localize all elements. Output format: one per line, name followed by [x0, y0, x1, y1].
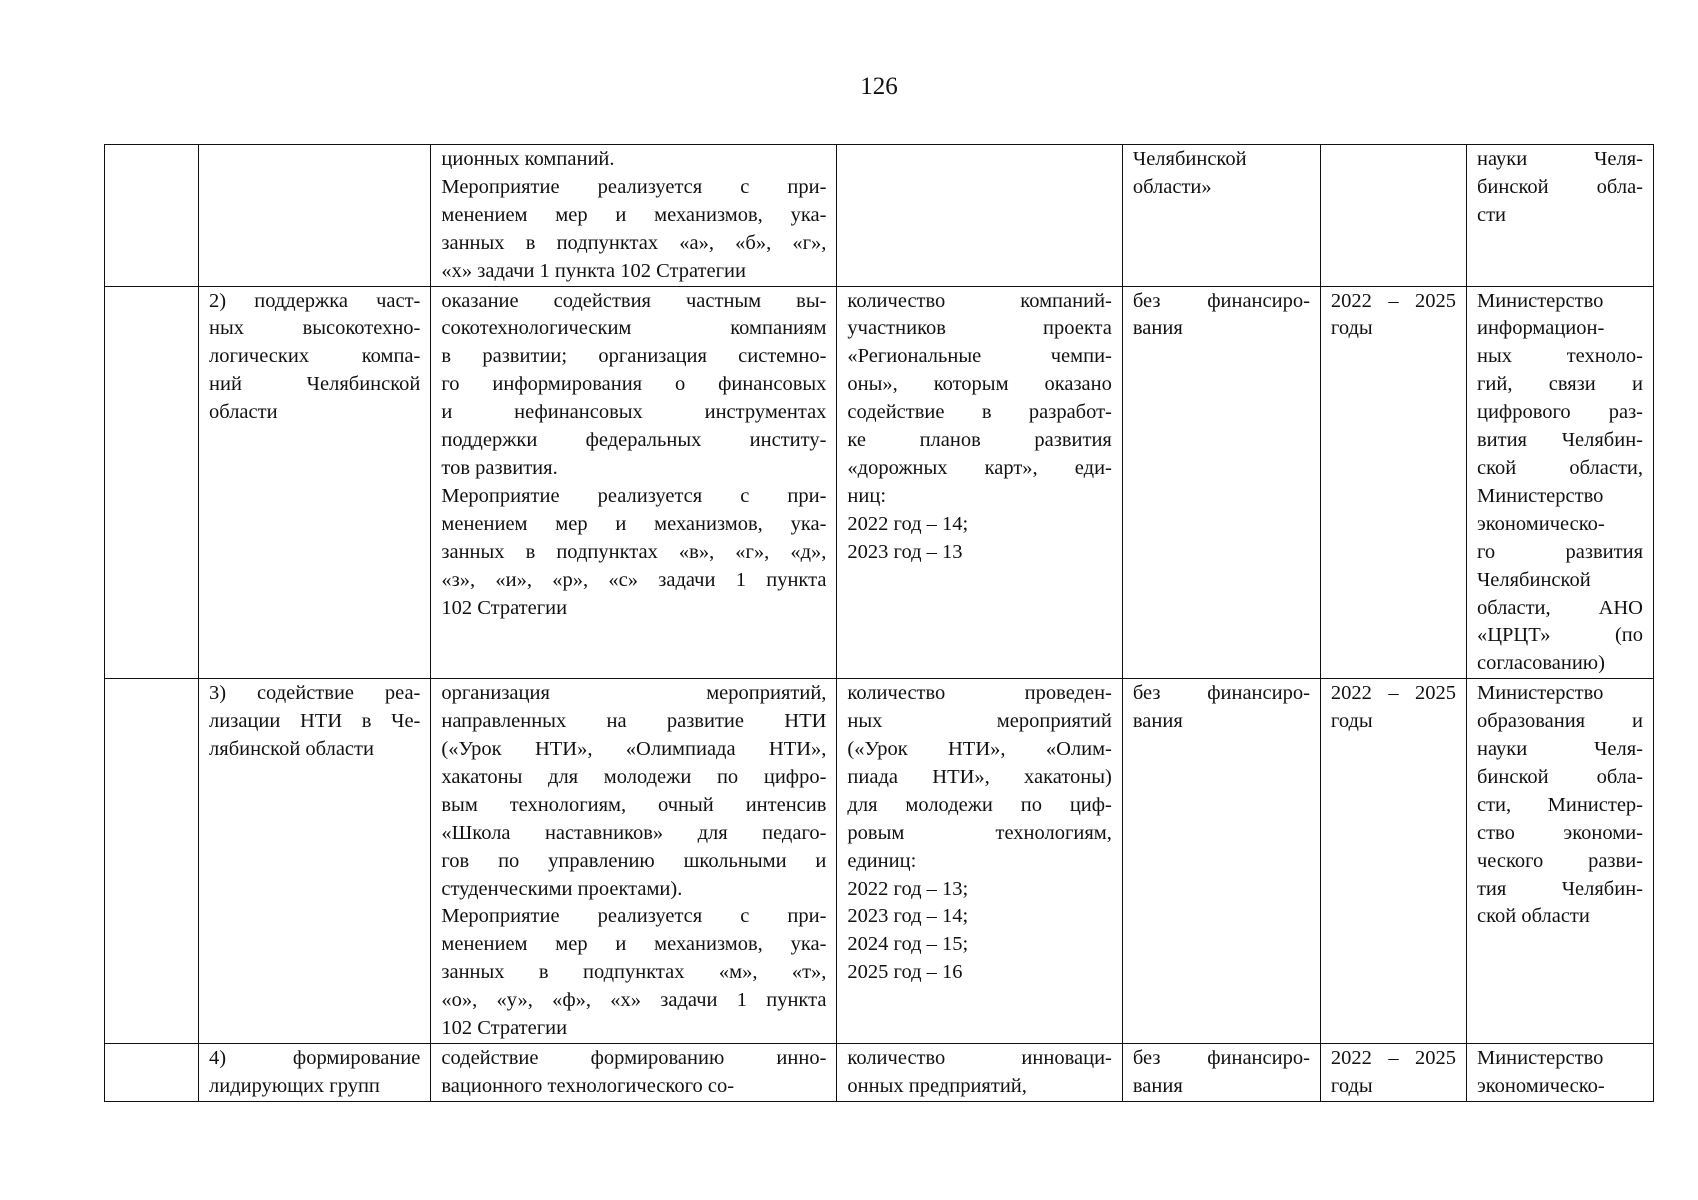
cell-line: 2023 год – 14; [847, 905, 969, 928]
cell-line: занных в подпунктах «в», «г», «д», [441, 540, 827, 563]
cell-line: бинской обла- [1476, 175, 1643, 198]
cell-line: Челябинской [1132, 148, 1247, 170]
cell-line: менением мер и механизмов, ука- [441, 512, 827, 535]
cell-line: ных мероприятий [847, 710, 1112, 733]
cell-line: годы [1330, 710, 1373, 733]
cell-line: информацион- [1476, 317, 1605, 340]
row-number-cell [105, 145, 199, 287]
cell-line: науки Челя- [1476, 738, 1643, 761]
responsible-cell [1466, 286, 1653, 679]
cell-line: организация мероприятий, [441, 682, 827, 705]
cell-line: вания [1132, 1074, 1183, 1097]
cell-line: без финансиро- [1132, 1047, 1310, 1069]
cell-line: оказание содействия частным вы- [441, 289, 827, 312]
cell-line: лябинской области [209, 738, 374, 761]
cell-line: сти, Министер- [1476, 793, 1643, 816]
cell-line: Министерство [1476, 1047, 1604, 1069]
row-number-cell [105, 286, 199, 679]
indicator-cell [837, 679, 1122, 1044]
cell-line: сти [1476, 203, 1506, 226]
cell-line: и нефинансовых инструментах [441, 401, 827, 424]
cell-line: «о», «у», «ф», «х» задачи 1 пункта [441, 989, 827, 1012]
cell-line: без финансиро- [1132, 289, 1310, 312]
cell-line: ниц: [847, 484, 887, 507]
cell-line: ных техноло- [1476, 345, 1643, 368]
period-cell [1320, 1044, 1466, 1102]
cell-line: области, АНО [1476, 596, 1643, 619]
action-cell [431, 679, 837, 1044]
cell-line: экономическо- [1476, 1074, 1605, 1097]
cell-line: «х» задачи 1 пункта 102 Стратегии [441, 259, 746, 282]
cell-line: цифрового раз- [1476, 401, 1643, 424]
cell-line: «дорожных карт», еди- [847, 456, 1112, 479]
cell-line: Мероприятие реализуется с при- [441, 175, 827, 198]
cell-line: Мероприятие реализуется с при- [441, 905, 827, 928]
cell-line: 102 Стратегии [441, 1017, 568, 1040]
cell-line: менением мер и механизмов, ука- [441, 933, 827, 956]
cell-line: тов развития. [441, 456, 558, 479]
cell-line: 102 Стратегии [441, 596, 568, 619]
cell-line: ционных компаний. [441, 148, 615, 170]
cell-line: 2024 год – 15; [847, 933, 969, 956]
cell-line: поддержки федеральных институ- [441, 429, 827, 452]
cell-line: годы [1330, 1074, 1373, 1097]
action-cell [431, 145, 837, 287]
measures-table [104, 144, 1654, 1102]
responsible-cell [1466, 1044, 1653, 1102]
cell-line: количество компаний- [847, 289, 1112, 312]
cell-line: Министерство [1476, 289, 1604, 312]
cell-line: годы [1330, 317, 1373, 340]
cell-line: 3) содействие реа- [209, 682, 421, 705]
page-number: 126 [860, 73, 898, 100]
cell-line: менением мер и механизмов, ука- [441, 203, 827, 226]
cell-line: вития Челябин- [1476, 429, 1643, 452]
cell-line: количество проведен- [847, 682, 1112, 705]
task-cell [199, 1044, 431, 1102]
cell-line: го информирования о финансовых [441, 373, 827, 396]
cell-line: 2023 год – 13 [847, 540, 963, 563]
cell-line: 2022 год – 13; [847, 877, 969, 900]
responsible-cell [1466, 679, 1653, 1044]
cell-line: го развития [1476, 540, 1643, 563]
indicator-cell [837, 286, 1122, 679]
cell-line: студенческими проектами). [441, 877, 683, 900]
cell-line: содействие в разработ- [847, 401, 1112, 424]
cell-line: лизации НТИ в Че- [209, 710, 421, 733]
cell-line: единиц: [847, 849, 917, 872]
cell-line: ных высокотехно- [209, 317, 421, 340]
cell-line: 2) поддержка част- [209, 289, 421, 312]
cell-line: вания [1132, 710, 1183, 733]
cell-line: ство экономи- [1476, 821, 1643, 844]
period-cell [1320, 145, 1466, 287]
cell-line: 2022 – 2025 [1330, 289, 1456, 312]
cell-line: участников проекта [847, 317, 1112, 340]
cell-line: в развитии; организация системно- [441, 345, 827, 368]
period-cell [1320, 286, 1466, 679]
cell-line: 4) формирование [209, 1047, 421, 1069]
funding-cell [1122, 679, 1320, 1044]
cell-line: образования и [1476, 710, 1643, 733]
row-number-cell [105, 679, 199, 1044]
cell-line: ровым технологиям, [847, 821, 1112, 844]
cell-line: гий, связи и [1476, 373, 1643, 396]
cell-line: для молодежи по циф- [847, 793, 1112, 816]
cell-line: сокотехнологическим компаниям [441, 317, 827, 340]
cell-line: Челябинской [1476, 568, 1591, 591]
cell-line: хакатоны для молодежи по цифро- [441, 765, 827, 788]
cell-line: Министерство [1476, 682, 1604, 705]
cell-line: ческого разви- [1476, 849, 1643, 872]
cell-line: 2022 – 2025 [1330, 1047, 1456, 1069]
cell-line: бинской обла- [1476, 765, 1643, 788]
table-row [105, 679, 1654, 1044]
cell-line: гов по управлению школьными и [441, 849, 827, 872]
cell-line: ке планов развития [847, 429, 1112, 452]
cell-line: пиада НТИ», хакатоны) [847, 765, 1112, 788]
cell-line: «ЦРЦТ» (по [1476, 624, 1643, 647]
cell-line: области» [1132, 175, 1212, 198]
cell-line: логических компа- [209, 345, 421, 368]
cell-line: направленных на развитие НТИ [441, 710, 827, 733]
cell-line: 2022 год – 14; [847, 512, 969, 535]
indicator-cell [837, 145, 1122, 287]
task-cell [199, 679, 431, 1044]
cell-line: оны», которым оказано [847, 373, 1112, 396]
cell-line: 2022 – 2025 [1330, 682, 1456, 705]
cell-line: без финансиро- [1132, 682, 1310, 705]
indicator-cell [837, 1044, 1122, 1102]
responsible-cell [1466, 145, 1653, 287]
cell-line: ской области [1476, 905, 1590, 928]
funding-cell [1122, 1044, 1320, 1102]
table-row [105, 1044, 1654, 1102]
cell-line: экономическо- [1476, 512, 1605, 535]
cell-line: онных предприятий, [847, 1074, 1027, 1097]
table-body [105, 145, 1654, 1102]
cell-line: «з», «и», «р», «с» задачи 1 пункта [441, 568, 827, 591]
cell-line: науки Челя- [1476, 148, 1643, 170]
table-row [105, 286, 1654, 679]
cell-line: «Региональные чемпи- [847, 345, 1112, 368]
cell-line: («Урок НТИ», «Олим- [847, 738, 1112, 761]
funding-cell [1122, 286, 1320, 679]
task-cell [199, 286, 431, 679]
cell-line: вым технологиям, очный интенсив [441, 793, 827, 816]
cell-line: 2025 год – 16 [847, 961, 963, 984]
cell-line: («Урок НТИ», «Олимпиада НТИ», [441, 738, 827, 761]
cell-line: вания [1132, 317, 1183, 340]
cell-line: области [209, 401, 278, 424]
cell-line: занных в подпунктах «м», «т», [441, 961, 827, 984]
cell-line: «Школа наставников» для педаго- [441, 821, 827, 844]
cell-line: вационного технологического со- [441, 1074, 735, 1097]
period-cell [1320, 679, 1466, 1044]
cell-line: ний Челябинской [209, 373, 421, 396]
task-cell [199, 145, 431, 287]
cell-line: Министерство [1476, 484, 1604, 507]
action-cell [431, 286, 837, 679]
cell-line: Мероприятие реализуется с при- [441, 484, 827, 507]
cell-line: тия Челябин- [1476, 877, 1643, 900]
action-cell [431, 1044, 837, 1102]
cell-line: ской области, [1476, 456, 1643, 479]
cell-line: занных в подпунктах «а», «б», «г», [441, 231, 827, 254]
funding-cell [1122, 145, 1320, 287]
row-number-cell [105, 1044, 199, 1102]
cell-line: лидирующих групп [209, 1074, 380, 1097]
table-row [105, 145, 1654, 287]
cell-line: согласованию) [1476, 652, 1605, 675]
cell-line: содействие формированию инно- [441, 1047, 827, 1069]
cell-line: количество инноваци- [847, 1047, 1112, 1069]
